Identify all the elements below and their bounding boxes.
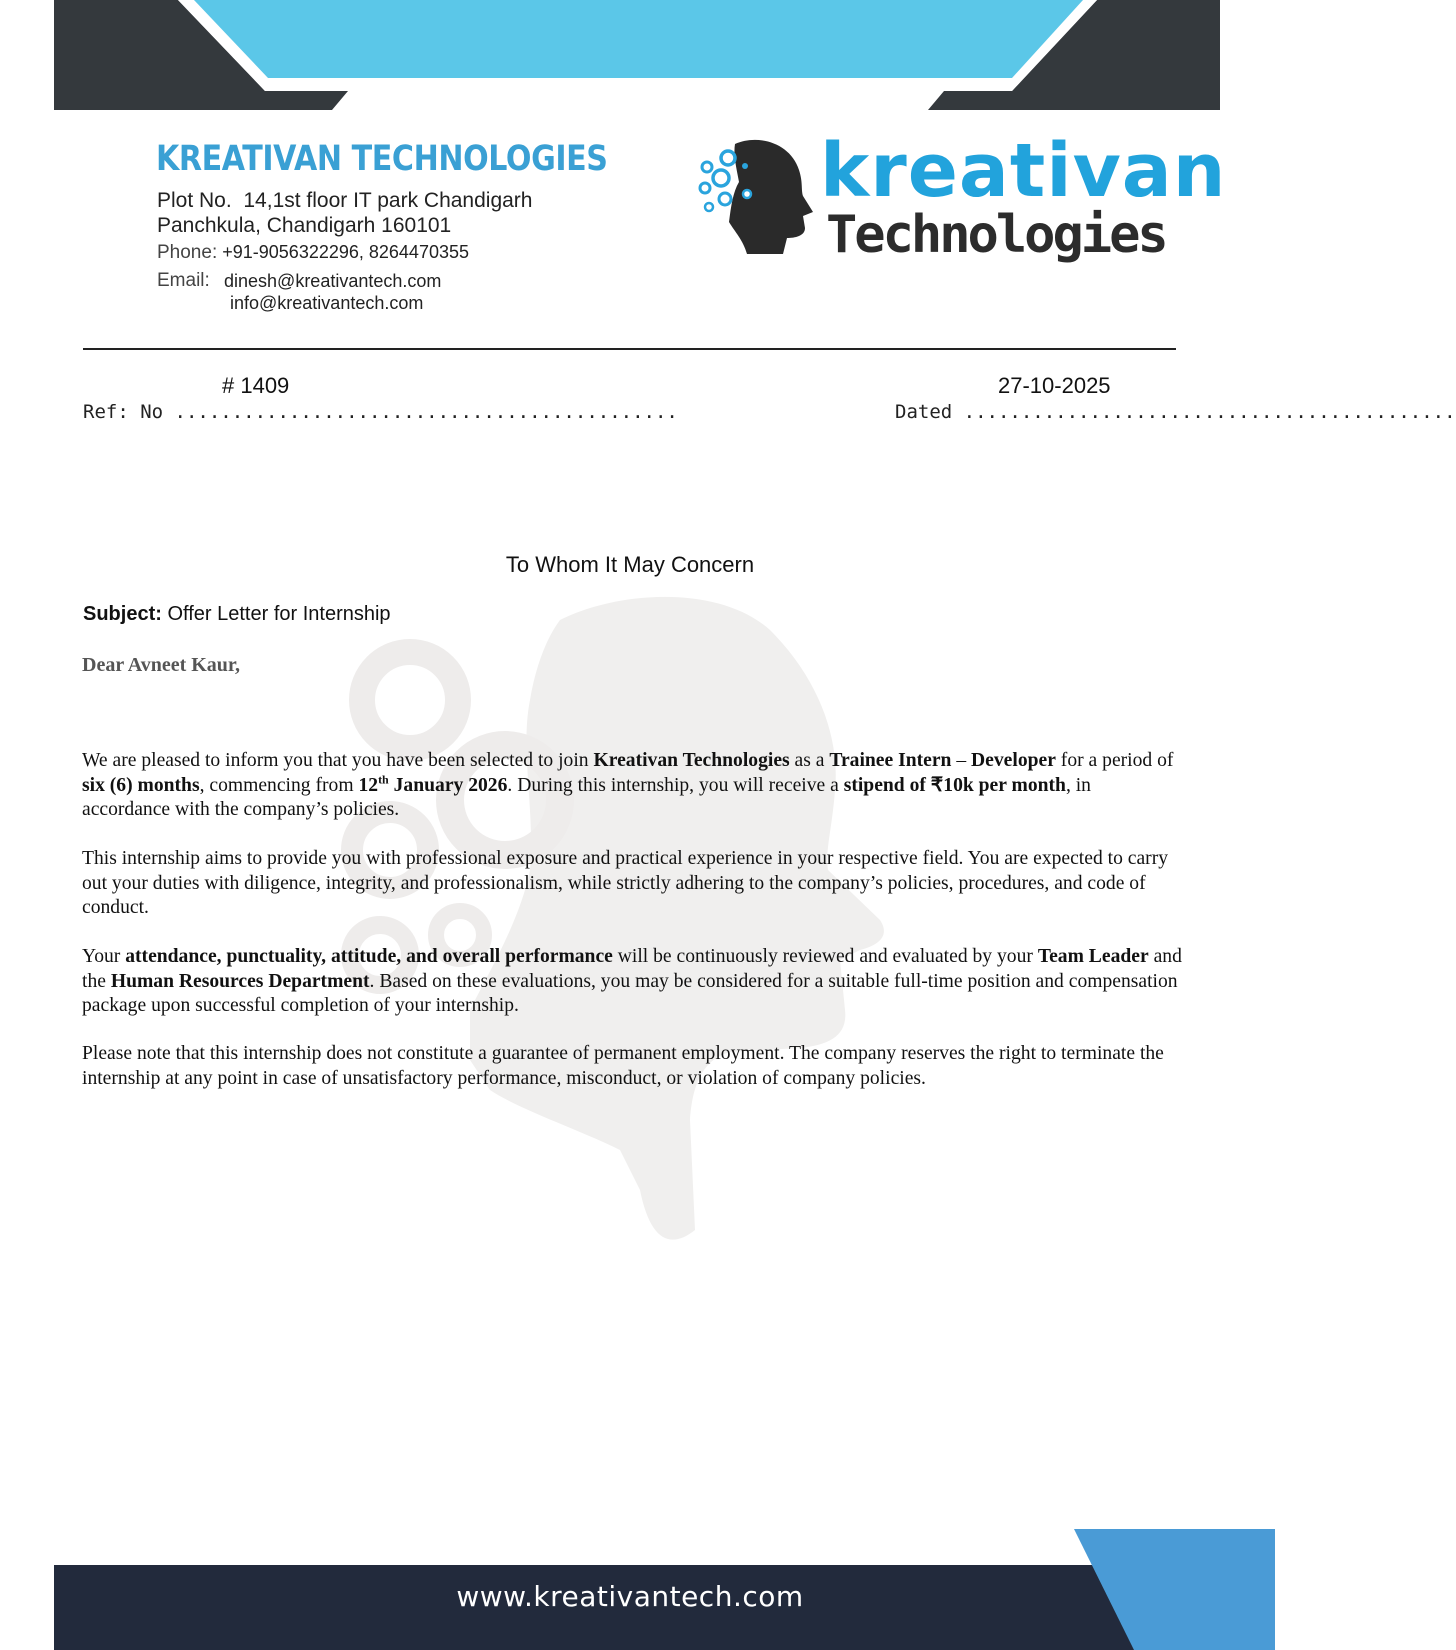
p1-text-7: , in accordance with the company’s policies. — [82, 774, 1091, 820]
p1-start-date — [358, 771, 508, 796]
logo-wordmark-technologies: Technologies — [826, 205, 1166, 265]
p3-text-2: will be continuously reviewed and evaluated by your — [612, 946, 1038, 967]
phone-label: Phone: — [157, 242, 218, 263]
date-label: Dated ........................................... — [895, 401, 1456, 423]
reference-number: # 1409 — [222, 373, 290, 398]
p1-text-1: We are pleased to inform you that you have been selected to join — [82, 750, 594, 771]
p1-start-month-year: January 2026 — [388, 774, 508, 796]
logo-node-2 — [713, 170, 729, 186]
logo-node-5 — [719, 193, 731, 205]
p3-criteria: attendance, punctuality, attitude, and overall performance — [125, 946, 613, 967]
logo-node-4 — [700, 183, 710, 193]
p3-text-1: Your — [82, 946, 126, 967]
email-secondary: info@kreativantech.com — [230, 293, 424, 313]
p1-duration: six (6) months — [82, 774, 200, 796]
logo-wordmark-kreativan: kreativan — [820, 128, 1227, 214]
p1-text-2: as a — [789, 750, 830, 771]
letter-heading: To Whom It May Concern — [505, 552, 755, 577]
address-line-2: Panchkula, Chandigarh 160101 — [157, 214, 452, 237]
salutation: Dear Avneet Kaur, — [82, 654, 240, 676]
watermark-logo — [320, 590, 940, 1270]
p1-stipend: stipend of ₹10k per month — [843, 774, 1066, 796]
logo-node-3 — [702, 162, 712, 172]
banner-blue-band — [194, 0, 1083, 78]
logo-head-silhouette — [729, 140, 813, 254]
header-divider — [83, 348, 1176, 350]
p3-hr-department: Human Resources Department — [110, 970, 370, 992]
letter-date: 27-10-2025 — [998, 373, 1111, 398]
p3-text-3: and the — [82, 946, 1182, 992]
email-label: Email: — [157, 270, 210, 291]
address-line-1 — [157, 189, 532, 213]
logo-node-7 — [742, 163, 748, 169]
address-line-1-text: 14,1st floor IT park Chandigarh — [243, 189, 533, 212]
subject-line — [83, 603, 391, 626]
p1-text-6: . During this internship, you will receive a — [507, 774, 844, 796]
logo-node-8 — [743, 190, 751, 198]
p3-team-leader: Team Leader — [1037, 946, 1149, 967]
watermark-node-1 — [362, 652, 458, 748]
paragraph-1 — [82, 749, 1182, 823]
footer-website-link[interactable]: www.kreativantech.com — [456, 1580, 804, 1613]
phone-line — [157, 242, 469, 264]
company-name: KREATIVAN TECHNOLOGIES — [156, 139, 608, 179]
reference-label: Ref: No ............................................ — [83, 401, 678, 423]
logo-head-icon — [695, 136, 815, 256]
logo-node-1 — [721, 151, 735, 165]
p1-role: Trainee Intern — [829, 750, 952, 771]
paragraph-2: This internship aims to provide you with professional exposure and practical experience in your respective field. You are expected to carry out your duties with diligence, integrity, and professionalism, while strictly adhering to the company’s policies, procedures, and code of conduct. — [82, 848, 1169, 918]
email-primary: dinesh@kreativantech.com — [224, 271, 442, 291]
logo-node-6 — [705, 203, 713, 211]
header-banner — [0, 0, 1275, 115]
p1-text-4: for a period of — [1055, 750, 1174, 771]
phone-numbers: +91-9056322296, 8264470355 — [222, 242, 469, 262]
p1-role-type: Developer — [971, 750, 1056, 771]
p1-start-day: 12 — [358, 774, 379, 796]
p1-start-day-suffix: th — [378, 771, 389, 786]
p1-company: Kreativan Technologies — [593, 750, 790, 771]
subject-label: Subject: — [83, 603, 162, 625]
p1-text-5: , commencing from — [199, 774, 359, 796]
subject-text: Offer Letter for Internship — [167, 603, 391, 625]
address-label: Plot No. — [157, 189, 232, 212]
paragraph-4: Please note that this internship does not constitute a guarantee of permanent employment. The company reserves the right to terminate the internship at any point in case of unsatisfactory performance, misconduct, or violation of company policies. — [82, 1043, 1164, 1089]
paragraph-3 — [82, 945, 1182, 1019]
p3-text-4: . Based on these evaluations, you may be considered for a suitable full-time position and compensation package upon successful completion of your internship. — [82, 970, 1178, 1016]
p1-dash: – — [951, 750, 972, 771]
